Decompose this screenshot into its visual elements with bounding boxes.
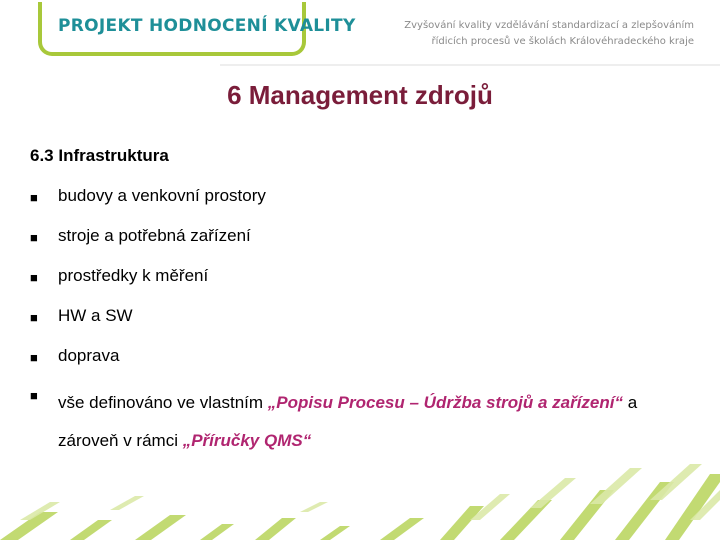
bullet-item xyxy=(30,344,670,384)
slide-title: 6 Management zdrojů xyxy=(227,80,493,110)
tagline-line-2: řídicích procesů ve školách Královéhradeckého kraje xyxy=(431,36,694,47)
bullet-text: prostředky k měření xyxy=(58,266,209,285)
square-bullet-icon: ■ xyxy=(30,230,38,245)
bullet-list xyxy=(30,184,670,460)
square-bullet-icon: ■ xyxy=(30,190,38,205)
project-logo: PROJEKT HODNOCENÍ KVALITY xyxy=(58,16,356,36)
tagline-line-1: Zvyšování kvality vzdělávání standardizací a zlepšováním xyxy=(404,20,694,31)
header-divider xyxy=(220,64,720,66)
section-title: 6.3 Infrastruktura xyxy=(30,146,169,165)
process-description-highlight: „Popisu Procesu – Údržba strojů a zařízení“ xyxy=(267,393,623,412)
bullet-text-part1: vše definováno ve vlastním xyxy=(58,393,268,412)
square-bullet-icon: ■ xyxy=(30,388,38,403)
bullet-item xyxy=(30,304,670,344)
bullet-item xyxy=(30,264,670,304)
square-bullet-icon: ■ xyxy=(30,270,38,285)
bullet-item xyxy=(30,184,670,224)
bullet-text-part2: a zároveň v rámci xyxy=(58,393,638,450)
bullet-text: HW a SW xyxy=(58,306,133,325)
decorative-pattern xyxy=(0,460,720,540)
logo-box xyxy=(38,2,356,56)
bullet-text: budovy a venkovní prostory xyxy=(58,186,266,205)
bullet-text: doprava xyxy=(58,346,120,365)
qms-manual-highlight: „Příručky QMS“ xyxy=(182,431,312,450)
header-tagline xyxy=(394,18,694,50)
square-bullet-icon: ■ xyxy=(30,310,38,325)
bullet-text: stroje a potřebná zařízení xyxy=(58,226,251,245)
bullet-item xyxy=(30,224,670,264)
bullet-item-definition xyxy=(30,384,670,460)
square-bullet-icon: ■ xyxy=(30,350,38,365)
